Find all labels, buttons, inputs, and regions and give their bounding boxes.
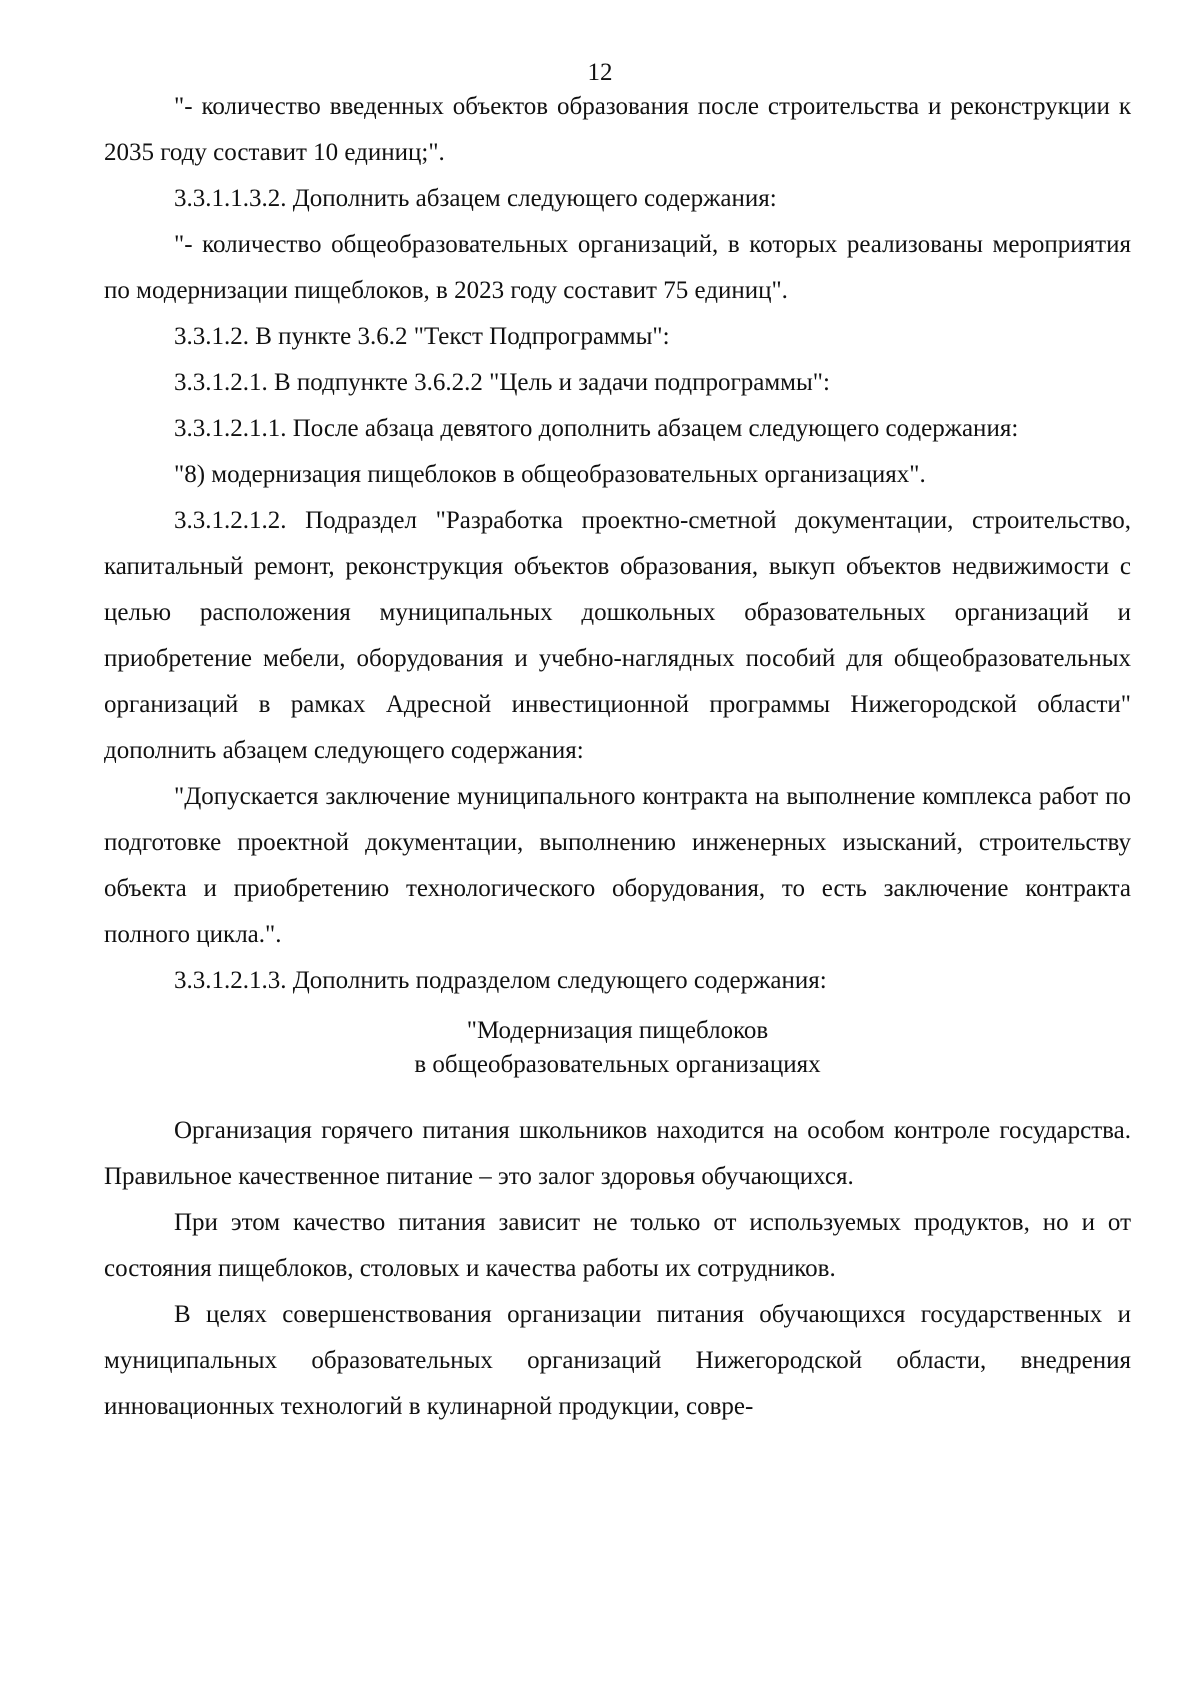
paragraph: 3.3.1.1.3.2. Дополнить абзацем следующего содержания:: [174, 185, 777, 212]
section-heading-line: в общеобразовательных организациях: [414, 1051, 821, 1078]
paragraph: "8) модернизация пищеблоков в общеобразовательных организациях".: [174, 461, 926, 488]
paragraph: "Допускается заключение муниципального контракта на выполнение комплекса работ по подготовке проектной документации, выполнению инженерных изысканий, строительству объекта и приобретению технологического оборудования, то есть заключение контракта полного цикла.".: [104, 783, 1131, 948]
section-heading: [104, 1014, 1131, 1082]
paragraph: 3.3.1.2.1.1. После абзаца девятого дополнить абзацем следующего содержания:: [174, 415, 1019, 442]
document-body: [104, 84, 1131, 1430]
paragraph: В целях совершенствования организации питания обучающихся государственных и муниципальных образовательных организаций Нижегородской области, внедрения инновационных технологий в кулинарной продукции, совре-: [104, 1301, 1131, 1420]
paragraph: 3.3.1.2.1. В подпункте 3.6.2.2 "Цель и задачи подпрограммы":: [174, 369, 830, 396]
paragraph: Организация горячего питания школьников находится на особом контроле государства. Правильное качественное питание – это залог здоровья обучающихся.: [104, 1117, 1131, 1190]
page-number: 12: [587, 59, 613, 86]
paragraph: 3.3.1.2.1.2. Подраздел "Разработка проектно-сметной документации, строительство, капитальный ремонт, реконструкция объектов образования, выкуп объектов недвижимости с целью расположения муниципальных дошкольных образовательных организаций и приобретение мебели, оборудования и учебно-наглядных пособий для общеобразовательных организаций в рамках Адресной инвестиционной программы Нижегородской области" дополнить абзацем следующего содержания:: [104, 507, 1131, 764]
paragraph: 3.3.1.2.1.3. Дополнить подразделом следующего содержания:: [174, 967, 827, 994]
paragraph: 3.3.1.2. В пункте 3.6.2 "Текст Подпрограммы":: [174, 323, 670, 350]
paragraph: При этом качество питания зависит не только от используемых продуктов, но и от состояния пищеблоков, столовых и качества работы их сотрудников.: [104, 1209, 1131, 1282]
section-heading-line: "Модернизация пищеблоков: [466, 1017, 769, 1044]
paragraph: "- количество общеобразовательных организаций, в которых реализованы мероприятия по модернизации пищеблоков, в 2023 году составит 75 единиц".: [104, 231, 1131, 304]
paragraph: "- количество введенных объектов образования после строительства и реконструкции к 2035 году составит 10 единиц;".: [104, 93, 1131, 166]
